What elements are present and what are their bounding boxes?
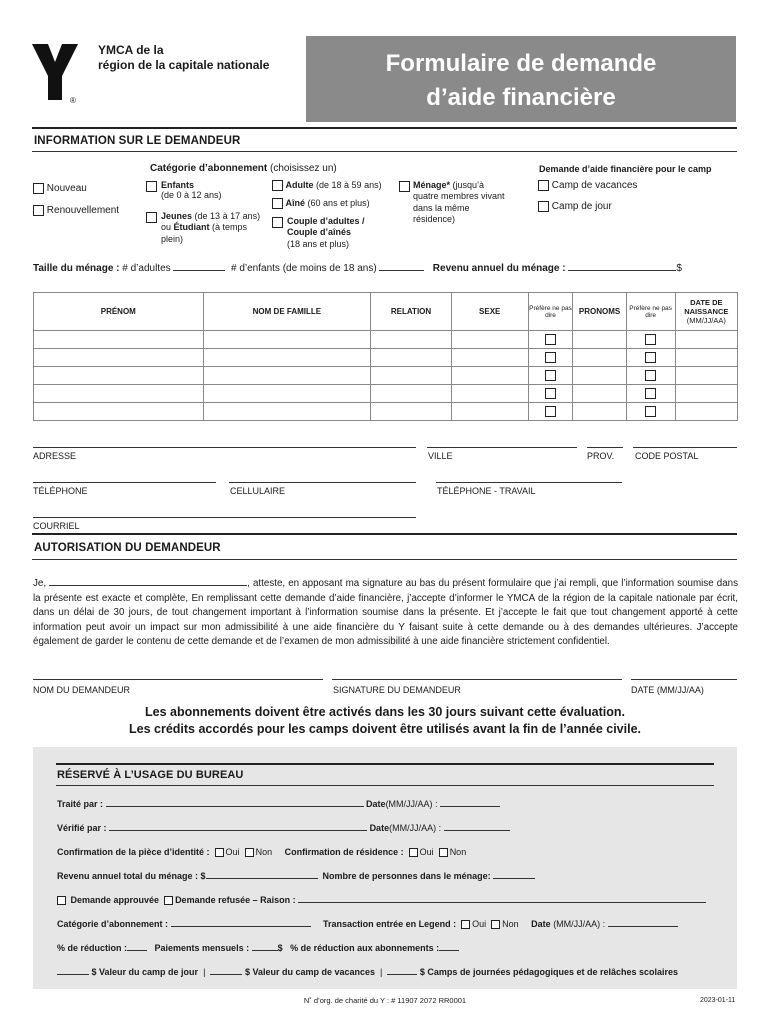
conf-id-non-label: Non <box>255 847 273 857</box>
header-relation: RELATION <box>371 293 452 331</box>
org-name-line1: YMCA de la <box>98 43 164 57</box>
cell-prefere-pronoms <box>626 385 675 403</box>
prefere-sexe-checkbox[interactable] <box>545 388 556 399</box>
prefere-sexe-checkbox[interactable] <box>545 370 556 381</box>
courriel-field[interactable] <box>33 517 416 518</box>
cell-pronoms[interactable] <box>573 331 626 349</box>
renouvellement-label: Renouvellement <box>46 205 120 217</box>
ville-field[interactable] <box>427 447 577 448</box>
verifie-row <box>57 823 510 833</box>
camp-vacances-option[interactable] <box>538 180 637 191</box>
adresse-label: ADRESSE <box>33 451 77 461</box>
prefere-pronoms-checkbox[interactable] <box>645 334 656 345</box>
office-categorie-label: Catégorie d’abonnement : <box>57 919 169 929</box>
tel-travail-label: TÉLÉPHONE - TRAVAIL <box>437 486 536 496</box>
je-label: Je, <box>33 578 47 589</box>
camps-jp-label: $ Camps de journées pédagogiques et de relâches scolaires <box>419 967 679 977</box>
raison-field[interactable] <box>298 902 706 903</box>
approuvee-checkbox[interactable] <box>57 896 66 905</box>
transaction-date-label: Date <box>531 919 551 929</box>
cell-date[interactable] <box>675 349 737 367</box>
cell-prefere-sexe <box>528 331 573 349</box>
header-date-format: (MM/JJ/AA) <box>686 316 726 325</box>
traite-row <box>57 799 500 809</box>
revenu-total-label: Revenu annuel total du ménage : $ <box>57 871 206 881</box>
header-sexe: SEXE <box>451 293 528 331</box>
cell-prefere-pronoms <box>626 367 675 385</box>
cell-date[interactable] <box>675 385 737 403</box>
valeur-jour-label: $ Valeur du camp de jour <box>91 967 199 977</box>
table-row <box>34 349 738 367</box>
cell-date[interactable] <box>675 367 737 385</box>
conf-id-non-checkbox[interactable] <box>245 848 254 857</box>
cell-prefere-sexe <box>528 403 573 421</box>
conf-res-oui-label: Oui <box>419 847 434 857</box>
attestation-paragraph <box>33 576 738 650</box>
ville-label: VILLE <box>428 451 453 461</box>
conf-res-label: Confirmation de résidence : <box>284 847 404 857</box>
verifie-date-label: Date <box>369 823 390 833</box>
code-postal-label: CODE POSTAL <box>635 451 699 461</box>
enfants-count-label: # d’enfants (de moins de 18 ans) <box>231 263 377 274</box>
jeunes-option[interactable] <box>146 211 268 245</box>
traite-label: Traité par : <box>57 799 104 809</box>
cell-prenom[interactable] <box>34 349 204 367</box>
aine-option[interactable] <box>272 198 370 209</box>
conf-id-label: Confirmation de la pièce d’identité : <box>57 847 210 857</box>
code-postal-field[interactable] <box>633 447 737 448</box>
header-nom: NOM DE FAMILLE <box>203 293 371 331</box>
prefere-pronoms-checkbox[interactable] <box>645 388 656 399</box>
confirmation-row <box>57 847 466 857</box>
enfants-count-field[interactable] <box>379 270 424 271</box>
prefere-sexe-checkbox[interactable] <box>545 352 556 363</box>
header-prefere-sexe: Préfère ne pas dire <box>528 293 573 331</box>
transaction-date-field[interactable] <box>608 926 678 927</box>
adresse-field[interactable] <box>33 447 416 448</box>
dollar-sign: $ <box>676 263 682 274</box>
decision-row <box>57 895 706 905</box>
signature-label: SIGNATURE DU DEMANDEUR <box>333 685 461 695</box>
traite-date-format: (MM/JJ/AA) : <box>385 799 438 809</box>
date-label: DATE (MM/JJ/AA) <box>631 685 704 695</box>
org-name-line2: région de la capitale nationale <box>98 58 270 72</box>
refusee-label: Demande refusée – Raison : <box>175 895 296 905</box>
nom-demandeur-label: NOM DU DEMANDEUR <box>33 685 131 695</box>
camp-vacances-checkbox[interactable] <box>538 180 549 191</box>
reduction-field[interactable] <box>127 950 147 951</box>
household-size-row <box>33 263 743 274</box>
header-pronoms: PRONOMS <box>573 293 626 331</box>
office-categorie-field[interactable] <box>171 926 311 927</box>
cell-pronoms[interactable] <box>573 349 626 367</box>
nb-personnes-label: Nombre de personnes dans le ménage: <box>322 871 491 881</box>
camp-jour-label: Camp de jour <box>551 201 612 213</box>
camp-jour-option[interactable] <box>538 201 612 212</box>
cellulaire-label: CELLULAIRE <box>230 486 286 496</box>
traite-field[interactable] <box>106 806 364 807</box>
revenu-total-row <box>57 871 535 881</box>
cellulaire-field[interactable] <box>229 482 416 483</box>
verifie-date-field[interactable] <box>444 830 510 831</box>
notice-line1: Les abonnements doivent être activés dans les 30 jours suivant cette évaluation. <box>144 705 626 719</box>
date-field[interactable] <box>631 679 737 680</box>
cell-prenom[interactable] <box>34 385 204 403</box>
couple-checkbox[interactable] <box>272 217 283 228</box>
valeur-vac-field[interactable] <box>210 974 242 975</box>
section1-title: INFORMATION SUR LE DEMANDEUR <box>34 135 241 147</box>
table-row <box>34 385 738 403</box>
verifie-field[interactable] <box>109 830 367 831</box>
traite-date-field[interactable] <box>440 806 500 807</box>
signature-field[interactable] <box>332 679 622 680</box>
prov-field[interactable] <box>587 447 623 448</box>
cell-relation[interactable] <box>371 349 452 367</box>
couple-label-1: Couple d’adultes / <box>287 216 365 226</box>
etudiant-label: Étudiant <box>173 222 210 233</box>
valeur-jour-field[interactable] <box>57 974 89 975</box>
couple-label-2: Couple d’aînés <box>287 227 352 238</box>
form-title-line2: d’aide financière <box>426 84 616 111</box>
cell-prefere-pronoms <box>626 331 675 349</box>
paiements-label: Paiements mensuels : <box>154 943 250 953</box>
camp-jour-checkbox[interactable] <box>538 201 549 212</box>
cell-relation[interactable] <box>371 385 452 403</box>
conf-id-oui-checkbox[interactable] <box>215 848 224 857</box>
transaction-label: Transaction entrée en Legend : <box>323 919 457 929</box>
household-members-table <box>33 292 738 421</box>
prefere-pronoms-checkbox[interactable] <box>645 406 656 417</box>
cell-nom[interactable] <box>203 349 371 367</box>
enfants-checkbox[interactable] <box>146 181 157 192</box>
category-hint: (choisissez un) <box>270 163 337 174</box>
menage-checkbox[interactable] <box>399 181 410 192</box>
conf-res-oui-checkbox[interactable] <box>409 848 418 857</box>
jeunes-sub: (de 13 à 17 ans) <box>194 211 261 221</box>
telephone-field[interactable] <box>33 482 216 483</box>
conf-res-non-label: Non <box>449 847 467 857</box>
couple-sub: (18 ans et plus) <box>287 238 350 249</box>
adultes-field[interactable] <box>173 270 225 271</box>
prefere-sexe-checkbox[interactable] <box>545 334 556 345</box>
aine-sub: (60 ans et plus) <box>307 198 370 208</box>
jeunes-checkbox[interactable] <box>146 212 157 223</box>
cell-prenom[interactable] <box>34 331 204 349</box>
cell-sexe[interactable] <box>451 331 528 349</box>
nom-demandeur-field[interactable] <box>33 679 323 680</box>
cell-nom[interactable] <box>203 385 371 403</box>
camps-jp-field[interactable] <box>387 974 417 975</box>
category-heading <box>150 163 337 174</box>
camp-heading: Demande d’aide financière pour le camp <box>539 164 712 174</box>
prefere-pronoms-checkbox[interactable] <box>645 352 656 363</box>
prefere-sexe-checkbox[interactable] <box>545 406 556 417</box>
etudiant-sub: (à temps plein) <box>161 222 248 244</box>
couple-option[interactable] <box>272 216 392 250</box>
revenu-label: Revenu annuel du ménage : <box>432 263 566 274</box>
reduction-ab-label: % de réduction aux abonnements : <box>290 943 440 953</box>
paiements-field[interactable] <box>252 950 278 951</box>
cell-relation[interactable] <box>371 331 452 349</box>
nouveau-checkbox[interactable] <box>33 183 44 194</box>
camp-values-row: $ Valeur du camp de jour | $ Valeur du camp de vacances | $ Camps de journées pédagogiques et de relâches scolaires <box>57 967 678 977</box>
cell-prefere-pronoms <box>626 349 675 367</box>
cell-sexe[interactable] <box>451 403 528 421</box>
cell-date[interactable] <box>675 403 737 421</box>
attestation-text: , atteste, en apposant ma signature au bas du présent formulaire que j’ai rempli, que l’information soumise dans la présente est exacte et complète, En remplissant cette demande d’aide financière, j’accepte d’informer le YMCA de la région de la capitale nationale par écrit, dans un délai de 30 jours, de tout changement important à l’information soumise dans la présente. Et j’accepte le fait que tout changement apporté à cette information peut avoir un impact sur mon admissibilité à une aide financière du Y faisant suite à cette demande ou à des demandes ultérieures. J’accepte également de garder le contenu de cette demande et de l’examen de mon admissibilité à une aide financière strictement confidentiel. <box>33 578 738 647</box>
menage-sub: (jusqu’à quatre membres vivant dans la même résidence) <box>413 180 505 224</box>
approuvee-label: Demande approuvée <box>70 895 160 905</box>
ymca-logo <box>30 42 80 104</box>
menage-label: Ménage* <box>413 180 451 190</box>
tel-travail-field[interactable] <box>436 482 622 483</box>
cell-prenom[interactable] <box>34 367 204 385</box>
form-title-line1: Formulaire de demande <box>385 50 657 77</box>
conf-res-non-checkbox[interactable] <box>439 848 448 857</box>
adultes-label: # d’adultes <box>122 263 171 274</box>
adulte-sub: (de 18 à 59 ans) <box>316 180 382 190</box>
transaction-date-format: (MM/JJ/AA) : <box>553 919 606 929</box>
adulte-label: Adulte <box>285 180 314 190</box>
cell-pronoms[interactable] <box>573 367 626 385</box>
cell-pronoms[interactable] <box>573 403 626 421</box>
ymca-y-icon <box>30 42 80 104</box>
cell-prenom[interactable] <box>34 403 204 421</box>
header-date-label: DATE DE NAISSANCE <box>684 298 729 316</box>
notice-line2: Les crédits accordés pour les camps doivent être utilisés avant la fin de l’année civile. <box>128 722 641 736</box>
traite-date-label: Date <box>366 799 386 809</box>
adulte-checkbox[interactable] <box>272 180 283 191</box>
category-label: Catégorie d’abonnement <box>150 163 268 174</box>
cell-prefere-sexe <box>528 385 573 403</box>
cell-relation[interactable] <box>371 367 452 385</box>
courriel-label: COURRIEL <box>33 521 80 531</box>
header-date-naissance <box>675 293 737 331</box>
table-header-row <box>34 293 738 331</box>
nouveau-label: Nouveau <box>46 183 87 195</box>
attestant-name-field[interactable] <box>49 576 247 586</box>
cell-sexe[interactable] <box>451 367 528 385</box>
enfants-label: Enfants <box>161 180 195 190</box>
valeur-vac-label: $ Valeur du camp de vacances <box>244 967 376 977</box>
taille-label: Taille du ménage : <box>33 263 120 274</box>
cell-nom[interactable] <box>203 331 371 349</box>
header-prenom: PRÉNOM <box>34 293 204 331</box>
cell-relation[interactable] <box>371 403 452 421</box>
transaction-non-checkbox[interactable] <box>491 920 500 929</box>
table-row <box>34 367 738 385</box>
transaction-oui-checkbox[interactable] <box>461 920 470 929</box>
cell-sexe[interactable] <box>451 385 528 403</box>
cell-date[interactable] <box>675 331 737 349</box>
menage-option[interactable] <box>399 180 509 225</box>
refusee-checkbox[interactable] <box>164 896 173 905</box>
header-prefere-pronoms: Préfère ne pas dire <box>626 293 675 331</box>
telephone-label: TÉLÉPHONE <box>33 486 88 496</box>
verifie-date-format: (MM/JJ/AA) : <box>389 823 442 833</box>
cell-prefere-sexe <box>528 349 573 367</box>
reduction-ab-field[interactable] <box>439 950 459 951</box>
aine-label: Aîné <box>285 198 306 208</box>
camp-vacances-label: Camp de vacances <box>551 180 638 192</box>
verifie-label: Vérifié par : <box>57 823 107 833</box>
revenu-total-field[interactable] <box>206 878 318 879</box>
transaction-non-label: Non <box>502 919 519 929</box>
enfants-option[interactable] <box>146 180 266 200</box>
cell-prefere-sexe <box>528 367 573 385</box>
ou-label: ou <box>161 222 172 233</box>
adulte-option[interactable] <box>272 180 382 191</box>
renouvellement-option[interactable] <box>33 205 119 216</box>
office-title: RÉSERVÉ À L’USAGE DU BUREAU <box>57 769 244 781</box>
cell-nom[interactable] <box>203 367 371 385</box>
charity-number: N˚ d’org. de charité du Y : # 11907 2072 RR0001 <box>303 996 467 1005</box>
revenu-field[interactable] <box>568 270 676 271</box>
categorie-row <box>57 919 678 929</box>
prov-label: PROV. <box>587 451 615 461</box>
table-row <box>34 331 738 349</box>
cell-sexe[interactable] <box>451 349 528 367</box>
cell-nom[interactable] <box>203 403 371 421</box>
prefere-pronoms-checkbox[interactable] <box>645 370 656 381</box>
renouvellement-checkbox[interactable] <box>33 205 44 216</box>
reduction-label: % de réduction : <box>57 943 128 953</box>
cell-prefere-pronoms <box>626 403 675 421</box>
reduction-row: % de réduction : Paiements mensuels : $ % de réduction aux abonnements : <box>57 943 459 953</box>
nb-personnes-field[interactable] <box>493 878 535 879</box>
nouveau-option[interactable] <box>33 183 87 194</box>
form-version: 2023-01-11 <box>700 997 736 1004</box>
cell-pronoms[interactable] <box>573 385 626 403</box>
aine-checkbox[interactable] <box>272 198 283 209</box>
enfants-sub: (de 0 à 12 ans) <box>161 190 222 200</box>
jeunes-label: Jeunes <box>161 211 193 221</box>
conf-id-oui-label: Oui <box>225 847 240 857</box>
registered-mark: ® <box>70 96 76 105</box>
section2-title: AUTORISATION DU DEMANDEUR <box>34 542 221 554</box>
table-row <box>34 403 738 421</box>
transaction-oui-label: Oui <box>472 919 487 929</box>
